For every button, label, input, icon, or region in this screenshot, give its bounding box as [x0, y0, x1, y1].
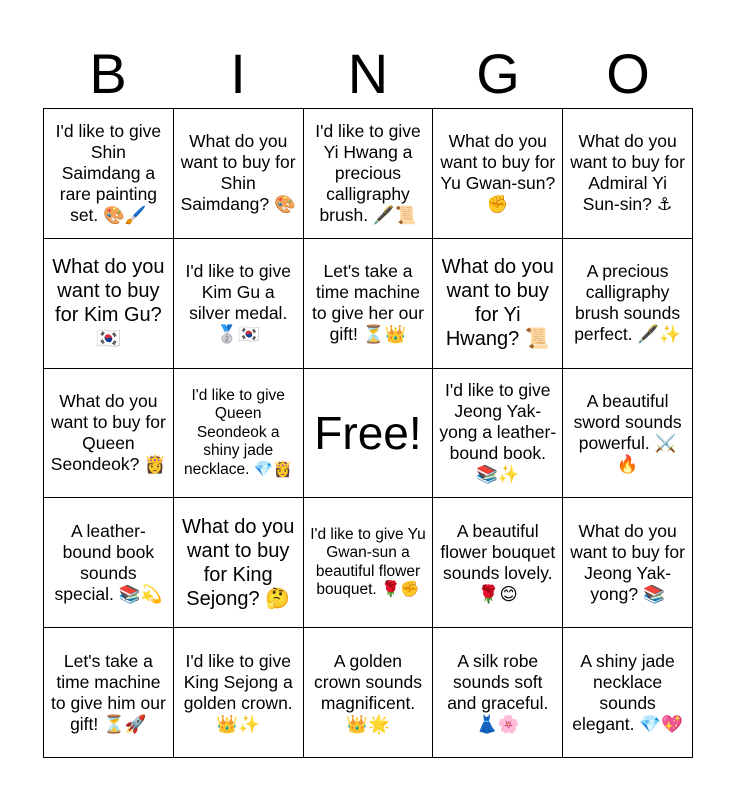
bingo-cell[interactable] [44, 498, 174, 628]
cell-text: What do you want to buy for Yi Hwang? 📜 [441, 256, 554, 351]
bingo-card [43, 108, 693, 758]
bingo-cell[interactable] [44, 239, 174, 369]
cell-text: I'd like to give Yu Gwan-sun a beautiful flower bouquet. 🌹✊ [310, 525, 426, 599]
bingo-header [43, 40, 693, 108]
bingo-cell[interactable] [563, 239, 693, 369]
cell-text: What do you want to buy for Jeong Yak-yong? 📚 [570, 520, 685, 604]
cell-text: I'd like to give King Sejong a golden crown. 👑✨ [183, 650, 293, 734]
cell-text: A golden crown sounds magnificent. 👑🌟 [314, 650, 422, 734]
bingo-cell[interactable] [174, 498, 304, 628]
cell-text: What do you want to buy for King Sejong? 🤔 [182, 515, 295, 610]
cell-text: What do you want to buy for Admiral Yi Sun-sin? ⚓ [570, 131, 685, 215]
cell-text: What do you want to buy for Kim Gu? 🇰🇷 [52, 256, 165, 351]
cell-text: I'd like to give Kim Gu a silver medal. 🥈🇰🇷 [185, 261, 291, 345]
header-letter-b: B [89, 42, 127, 105]
header-letter-i: I [230, 42, 246, 105]
cell-text: I'd like to give Yi Hwang a precious calligraphy brush. 🖋️📜 [315, 120, 421, 225]
bingo-cell[interactable] [174, 109, 304, 239]
cell-text: What do you want to buy for Shin Saimdang? 🎨 [180, 131, 296, 215]
cell-text: A leather-bound book sounds special. 📚💫 [54, 520, 163, 604]
cell-text: What do you want to buy for Yu Gwan-sun? ✊ [440, 131, 556, 215]
cell-text: A beautiful flower bouquet sounds lovely. 🌹😊 [440, 520, 556, 604]
bingo-cell[interactable] [304, 628, 434, 758]
bingo-cell[interactable] [174, 369, 304, 499]
bingo-cell[interactable] [174, 239, 304, 369]
bingo-cell[interactable] [563, 109, 693, 239]
cell-text: I'd like to give Shin Saimdang a rare painting set. 🎨🖌️ [55, 120, 162, 225]
free-space-cell[interactable] [304, 369, 434, 499]
bingo-cell[interactable] [433, 628, 563, 758]
bingo-cell[interactable] [304, 109, 434, 239]
cell-text: What do you want to buy for Queen Seondeok? 👸 [50, 390, 166, 474]
bingo-cell[interactable] [44, 109, 174, 239]
bingo-cell[interactable] [433, 109, 563, 239]
bingo-cell[interactable] [304, 239, 434, 369]
cell-text: Let's take a time machine to give him our gift! ⏳🚀 [51, 650, 166, 734]
bingo-cell[interactable] [433, 239, 563, 369]
header-letter-g: G [476, 42, 520, 105]
cell-text: A precious calligraphy brush sounds perfect. 🖋️✨ [574, 261, 681, 345]
cell-text: A beautiful sword sounds powerful. ⚔️🔥 [573, 390, 682, 474]
bingo-cell[interactable] [433, 369, 563, 499]
free-space-label: Free! [314, 406, 422, 459]
header-letter-o: O [606, 42, 650, 105]
bingo-cell[interactable] [563, 498, 693, 628]
cell-text: I'd like to give Jeong Yak-yong a leather-bound book. 📚✨ [439, 380, 557, 485]
bingo-cell[interactable] [563, 369, 693, 499]
cell-text: Let's take a time machine to give her our gift! ⏳👑 [312, 261, 424, 345]
bingo-cell[interactable] [433, 498, 563, 628]
bingo-cell[interactable] [44, 369, 174, 499]
bingo-cell[interactable] [44, 628, 174, 758]
bingo-cell[interactable] [174, 628, 304, 758]
bingo-cell[interactable] [304, 498, 434, 628]
cell-text: I'd like to give Queen Seondeok a shiny jade necklace. 💎👸 [184, 386, 293, 478]
cell-text: A shiny jade necklace sounds elegant. 💎💖 [572, 650, 683, 734]
header-letter-n: N [347, 42, 389, 105]
cell-text: A silk robe sounds soft and graceful. 👗🌸 [447, 650, 549, 734]
bingo-cell[interactable] [563, 628, 693, 758]
